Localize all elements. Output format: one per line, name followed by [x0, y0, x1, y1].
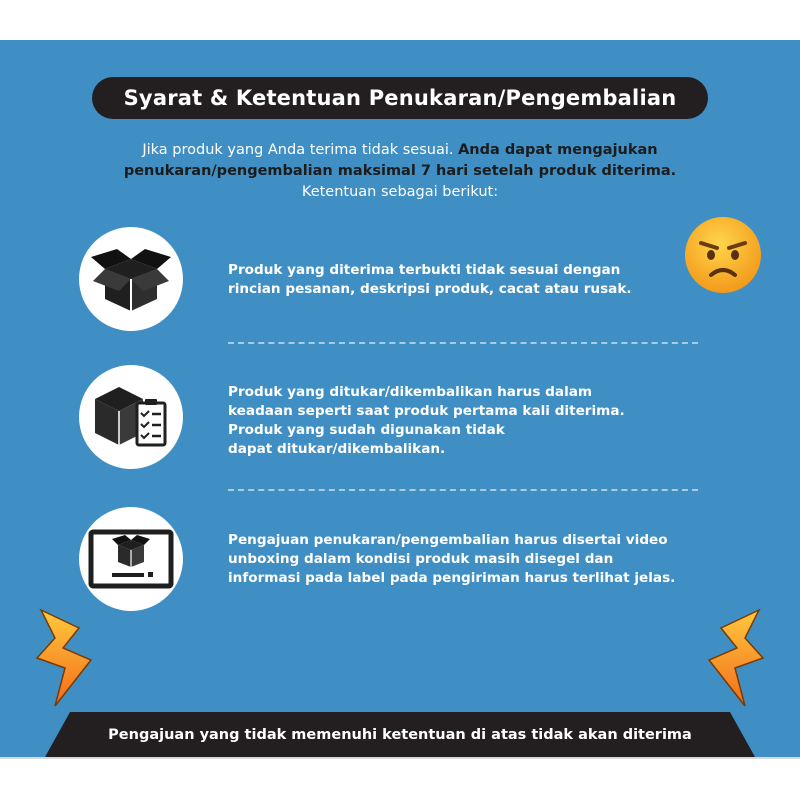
- lightning-bolt-icon-left: [33, 608, 105, 708]
- item-2-line-3: Produk yang sudah digunakan tidak: [228, 422, 505, 438]
- item-1-line-1: Produk yang diterima terbukti tidak sesuai dengan: [228, 262, 621, 278]
- page-title: [92, 77, 708, 119]
- lightning-bolt-icon-right: [695, 608, 767, 708]
- intro-bold: Anda dapat mengajukan penukaran/pengembalian maksimal 7 hari setelah produk diterima.: [123, 142, 677, 179]
- open-box-icon: [89, 243, 173, 315]
- item-3-line-1: Pengajuan penukaran/pengembalian harus disertai video: [228, 532, 668, 548]
- bottom-rule: [0, 757, 800, 759]
- item-3-line-2: unboxing dalam kondisi produk masih disegel dan: [228, 551, 614, 567]
- item-2-line-2: keadaan seperti saat produk pertama kali diterima.: [228, 403, 625, 419]
- terms-panel: [0, 40, 800, 757]
- item-3-text: [228, 531, 748, 588]
- item-2-line-4: dapat ditukar/dikembalikan.: [228, 441, 446, 457]
- item-1-line-2: rincian pesanan, deskripsi produk, cacat atau rusak.: [228, 281, 632, 297]
- item-1-text: [228, 261, 748, 299]
- item-2-icon-circle: [79, 365, 183, 469]
- footer-note: [0, 712, 800, 757]
- box-checklist-icon: [89, 379, 173, 455]
- intro-regular: Jika produk yang Anda terima tidak sesuai.: [142, 142, 459, 158]
- intro-subline: Ketentuan sebagai berikut:: [301, 184, 499, 200]
- item-3-icon-circle: [79, 507, 183, 611]
- page-title-text: Syarat & Ketentuan Penukaran/Pengembalian: [123, 86, 677, 110]
- item-1-icon-circle: [79, 227, 183, 331]
- item-2-line-1: Produk yang ditukar/dikembalikan harus dalam: [228, 384, 593, 400]
- unboxing-video-icon: [88, 529, 174, 589]
- item-2-text: [228, 383, 748, 459]
- intro-text: [60, 140, 740, 203]
- footer-note-text: Pengajuan yang tidak memenuhi ketentuan di atas tidak akan diterima: [108, 726, 692, 743]
- divider-1: [228, 342, 698, 344]
- divider-2: [228, 489, 698, 491]
- item-3-line-3: informasi pada label pada pengiriman harus terlihat jelas.: [228, 570, 676, 586]
